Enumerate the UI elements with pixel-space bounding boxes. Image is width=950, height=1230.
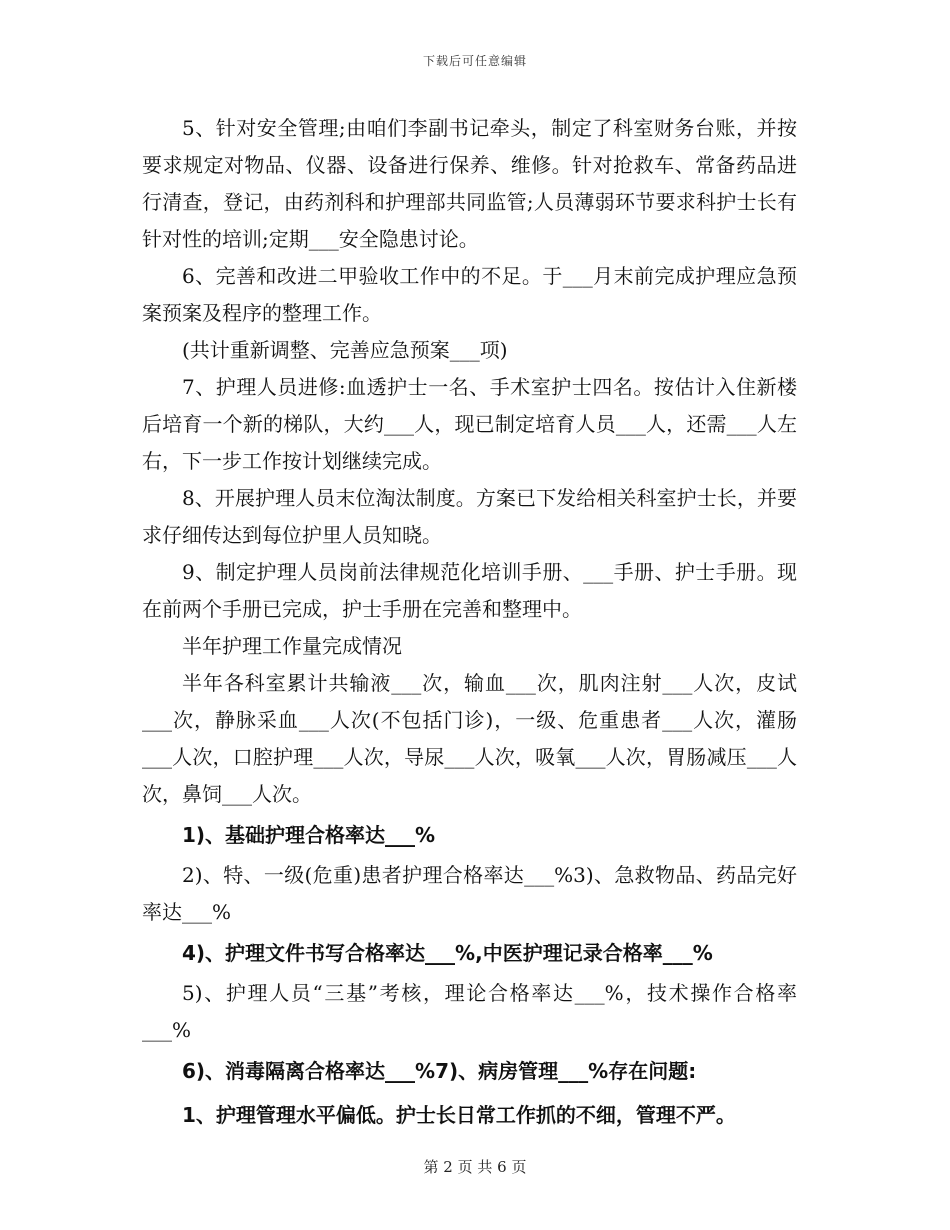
document-body — [142, 110, 797, 1137]
page-footer: 第 2 页 共 6 页 — [423, 1158, 527, 1176]
paragraph-item-9: 9、制定护理人员岗前法律规范化培训手册、___手册、护士手册。现在前两个手册已完成，护士手册在完善和整理中。 — [142, 560, 797, 621]
paragraph-workload: 半年各科室累计共输液___次，输血___次，肌肉注射___人次，皮试___次，静脉采血___人次(不包括门诊)，一级、危重患者___人次，灌肠___人次，口腔护理___人次，导尿___人次，吸氧___人次，胃肠减压___人次，鼻饲___人次。 — [142, 671, 797, 806]
paragraph-item-6-note: (共计重新调整、完善应急预案___项) — [182, 338, 508, 362]
paragraph-item-5: 5、针对安全管理;由咱们李副书记牵头，制定了科室财务台账，并按要求规定对物品、仪器、设备进行保养、维修。针对抢救车、常备药品进行清查，登记，由药剂科和护理部共同监管;人员薄弱环节要求科护士长有针对性的培训;定期___安全隐患讨论。 — [142, 116, 797, 251]
paragraph-problem-1: 1、护理管理水平偏低。护士长日常工作抓的不细，管理不严。 — [182, 1103, 736, 1127]
paragraph-rate-5: 5)、护理人员“三基”考核，理论合格率达___%，技术操作合格率___% — [142, 981, 797, 1042]
paragraph-item-6: 6、完善和改进二甲验收工作中的不足。于___月末前完成护理应急预案预案及程序的整理工作。 — [142, 264, 797, 325]
paragraph-item-7: 7、护理人员进修:血透护士一名、手术室护士四名。按估计入住新楼后培育一个新的梯队，大约___人，现已制定培育人员___人，还需___人左右，下一步工作按计划继续完成。 — [142, 375, 797, 473]
paragraph-rate-1: 1)、基础护理合格率达___% — [182, 823, 436, 847]
paragraph-rate-6-7: 6)、消毒隔离合格率达___%7)、病房管理___%存在问题: — [182, 1059, 697, 1083]
page-header: 下载后可任意编辑 — [422, 54, 527, 68]
paragraph-rate-4: 4)、护理文件书写合格率达___%,中医护理记录合格率___% — [182, 941, 713, 965]
paragraph-item-8: 8、开展护理人员末位淘汰制度。方案已下发给相关科室护士长，并要求仔细传达到每位护里人员知晓。 — [142, 486, 797, 547]
section-heading-workload: 半年护理工作量完成情况 — [182, 634, 402, 658]
paragraph-rate-2-3: 2)、特、一级(危重)患者护理合格率达___%3)、急救物品、药品完好率达___% — [142, 863, 797, 924]
